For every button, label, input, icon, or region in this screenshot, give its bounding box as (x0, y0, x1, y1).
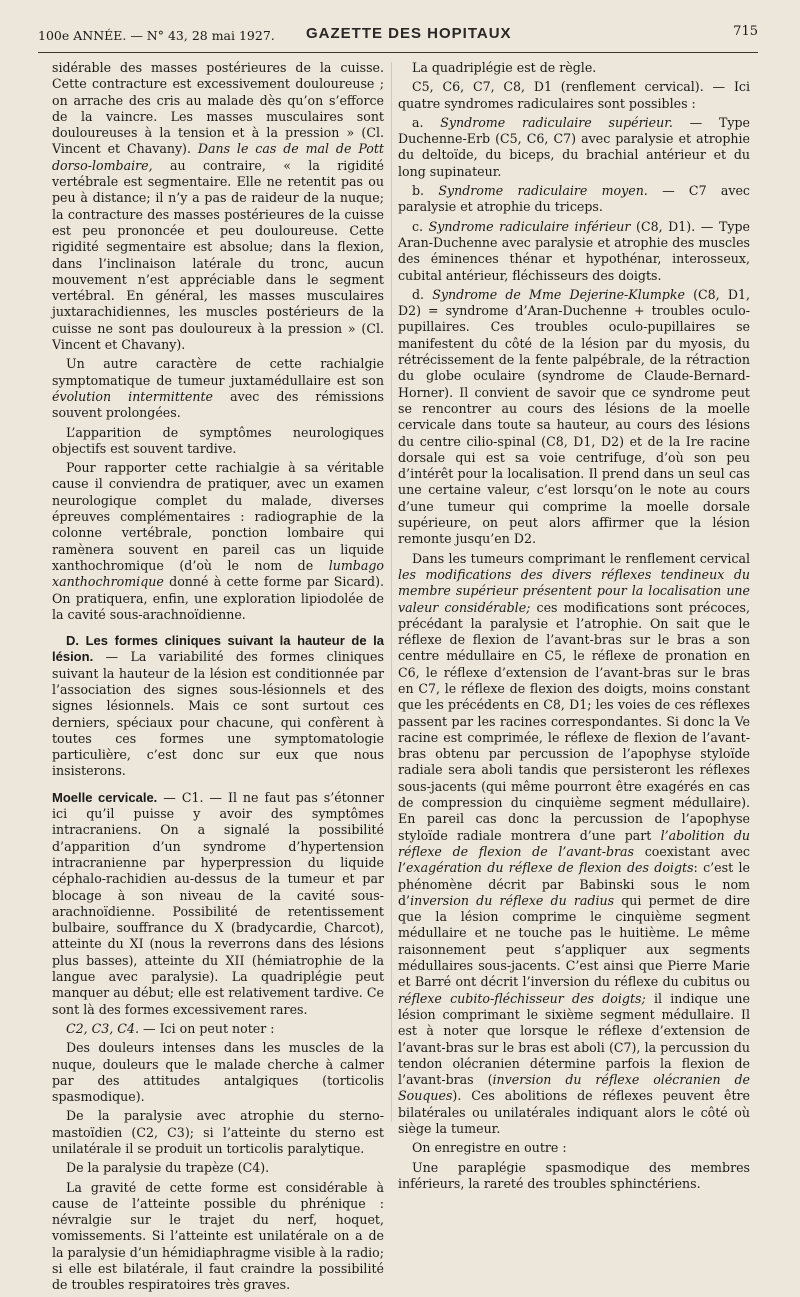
paragraph: Des douleurs intenses dans les muscles de la nuque, douleurs que le malade cherche à calmer par des attitudes antalgiques (torticolis spasmodique). (52, 1040, 384, 1105)
text: Un autre caractère de cette rachialgie symptomatique de tumeur juxtamédullaire est son (52, 356, 384, 388)
text: (C8, D1). — Type Aran-Duchenne avec paralysie et atrophie des muscles des éminences thénar et hypothénar, interosseux, cubital antérieur, fléchisseurs des doigts. (398, 218, 750, 283)
section-heading: D. Les formes cliniques suivant la hauteur de la lésion. (52, 633, 384, 665)
text: au contraire, « la rigidité vertébrale est segmentaire. Elle ne retentit pas ou peu à distance; il n’y a pas de raideur de la nuque; la contracture des masses postérieures de la cuisse est peu prononcée et peu douloureuse. Cette rigidité segmentaire est absolue; dans la flexion, dans l’inclinaison latérale du tronc, aucun mouvement n’est appréciable dans le segment vertébral. En général, les masses musculaires juxtarachidiennes, les muscles postérieurs de la cuisse ne sont pas douloureux à la pression » (Cl. Vincent et Chavany). (52, 157, 384, 353)
paragraph (52, 60, 384, 353)
text: avec des rémissions souvent prolongées. (52, 388, 384, 421)
emphasis: réflexe cubito-fléchisseur des doigts; (398, 990, 646, 1006)
left-column (52, 60, 384, 1297)
paragraph (52, 460, 384, 623)
subsection-heading: Moelle cervicale. (52, 789, 158, 805)
list-item (398, 183, 750, 216)
emphasis: l’exagération du réflexe de flexion des doigts (398, 860, 694, 876)
emphasis: évolution intermittente (52, 388, 214, 404)
emphasis: Dans le cas de mal de Pott dorso-lombaire, (52, 141, 384, 173)
text: — C7 avec paralysie et atrophie du triceps. (398, 183, 750, 215)
paragraph (52, 356, 384, 421)
emphasis: Syndrome de Mme Dejerine-Klumpke (432, 286, 685, 302)
journal-title: GAZETTE DES HOPITAUX (306, 25, 512, 42)
paragraph: De la paralysie avec atrophie du sterno-mastoïdien (C2, C3); si l’atteinte du sterno est unilatérale il se produit un torticolis paralytique. (52, 1108, 384, 1156)
list-item (398, 219, 750, 284)
paragraph: L’apparition de symptômes neurologiques objectifs est souvent tardive. (52, 424, 384, 456)
paragraph: On enregistre en outre : (412, 1140, 567, 1156)
paragraph: Une paraplégie spasmodique des membres inférieurs, la rareté des troubles sphinctériens. (398, 1159, 750, 1191)
emphasis: les modifications des divers réflexes tendineux du membre supérieur présentent pour la localisation une valeur considérable; (398, 566, 750, 615)
text: : c’est le phénomène décrit par Babinski sous le nom d’ (398, 860, 750, 908)
text: ces modifications sont précoces, précédant la paralysie et l’atrophie. On sait que le réflexe de flexion de l’avant-bras sur le bras a son centre médullaire en C5, le réflexe de pronation en C6, le réflexe d’extension de l’avant-bras sur le bras en C7, le réflexe de flexion des doigts, moins constant que les précédents en C8, D1; les voies de ces réflexes passent par les racines correspondantes. Si donc la Ve racine est comprimée, le réflexe de flexion de l’avant-bras obtenu par percussion de l’apophyse styloïde radiale sera aboli tandis que persisteront les réflexes sous-jacents (qui même pourront être exagérés en cas de compression du cinquième segment médullaire). En pareil cas donc la percussion de l’apophyse styloïde radiale montrera d’une part (398, 599, 750, 843)
emphasis: inversion du réflexe olécranien de Souques (398, 1072, 750, 1104)
list-item (398, 287, 750, 548)
emphasis: Syndrome radiculaire supérieur. (440, 114, 673, 130)
item-label: d. (412, 286, 425, 302)
text: Dans les tumeurs comprimant le renflement cervical (412, 550, 750, 566)
emphasis: Syndrome radiculaire inférieur (428, 218, 631, 234)
emphasis: lumbago xanthochromique (52, 557, 384, 590)
segment-label: C2, C3, C4. (66, 1020, 139, 1036)
paragraph (398, 551, 750, 1138)
item-label: a. (412, 114, 424, 130)
text: qui permet de dire que la lésion comprime le cinquième segment médullaire et ne touche pas le huitième. Le même raisonnement peut s’appliquer aux segments médullaires sous-jacents. C’est ainsi que Pierre Marie et Barré ont décrit l’inversion du réflexe du cubitus ou (398, 892, 750, 990)
page-number: 715 (733, 24, 758, 39)
text: il indique une lésion comprimant le sixième segment médullaire. Il est à noter que lorsque le réflexe d’extension de l’avant-bras sur le bras est aboli (C7), la percussion du tendon olécranien détermine parfois la flexion de l’avant-bras ( (398, 990, 750, 1088)
paragraph: De la paralysie du trapèze (C4). (66, 1160, 270, 1176)
text: donné à cette forme par Sicard). On pratiquera, enfin, une exploration lipiodolée de la cavité sous-arachnoïdienne. (52, 574, 384, 622)
list-item (398, 115, 750, 180)
text: sidérable des masses postérieures de la cuisse. Cette contracture est excessivement douloureuse ; on arrache des cris au malade dès qu’on s’efforce de la vaincre. Les masses musculaires sont douloureuses à la tension et à la pression » (Cl. Vincent et Chavany). (52, 60, 384, 157)
issue-line: 100e ANNÉE. — N° 43, 28 mai 1927. (38, 28, 275, 43)
paragraph: La gravité de cette forme est considérable à cause de l’atteinte possible du phrénique : névralgie sur le trajet du nerf, hoquet, vomissements. Si l’atteinte est unilatérale on a de la paralysie d’un hémidiaphragme visible à la radio; si elle est bilatérale, il faut craindre la possibilité de troubles respiratoires très graves. (52, 1179, 384, 1293)
emphasis: l’abolition du réflexe de flexion de l’avant-bras (398, 827, 750, 859)
paragraph (52, 1021, 384, 1037)
section-paragraph (52, 633, 384, 780)
paragraph: La quadriplégie est de règle. (412, 60, 597, 75)
running-header (38, 22, 758, 53)
section-paragraph (52, 790, 384, 1018)
item-label: b. (412, 183, 425, 199)
right-column (398, 60, 750, 1195)
text: (C8, D1, D2) = syndrome d’Aran-Duchenne + troubles oculo-pupillaires. Ces troubles oculo-pupillaires se manifestent du côté de la lésion par du myosis, du rétrécissement de la fente palpébrale, de la rétraction du globe oculaire (syndrome de Claude-Bernard-Horner). Il convient de savoir que ce syndrome peut se rencontrer au cours des lésions de la moelle cervicale dans toute sa hauteur, au cours des lésions du centre cilio-spinal (C8, D1, D2) et de la Ire racine dorsale qui est sa voie centrifuge, d’où son peu d’intérêt pour la localisation. Il prend dans un seul cas une certaine valeur, c’est lorsqu’on le note au cours d’une tumeur qui comprime la moelle dorsale supérieure, on peut alors affirmer que la lésion remonte jusqu’en D2. (398, 286, 750, 547)
paragraph: C5, C6, C7, C8, D1 (renflement cervical). — Ici quatre syndromes radiculaires sont possibles : (398, 79, 750, 111)
text: — C1. — Il ne faut pas s’étonner ici qu’il puisse y avoir des symptômes intracraniens. On a signalé la possibilité d’apparition d’un syndrome d’hypertension intracranienne par hyperpression du liquide céphalo-rachidien au-dessus de la tumeur et par blocage à son niveau de la cavité sous-arachnoïdienne. Possibilité de retentissement bulbaire, souffrance du X (bradycardie, Charcot), atteinte du XI (nous la reverrons dans des lésions plus basses), atteinte du XII (hémiatrophie de la langue avec paralysie). La quadriplégie peut manquer au début; elle est relativement tardive. Ce sont là des formes excessivement rares. (52, 789, 384, 1017)
column-divider (391, 62, 392, 1122)
text: ). Ces abolitions de réflexes peuvent être bilatérales ou unilatérales indiquant alors le côté où siège la tumeur. (398, 1088, 750, 1136)
emphasis: Syndrome radiculaire moyen. (438, 183, 648, 199)
text: coexistant avec (644, 843, 750, 859)
text: — Ici on peut noter : (142, 1020, 275, 1036)
text: — La variabilité des formes cliniques suivant la hauteur de la lésion est conditionnée par l’association des signes sous-lésionnels et des signes lésionnels. Mais ce sont surtout ces derniers, spéciaux pour chacune, qui confèrent à toutes ces formes une symptomatologie particulière, c’est donc sur eux que nous insisterons. (52, 649, 384, 779)
text: — Type Duchenne-Erb (C5, C6, C7) avec paralysie et atrophie du deltoïde, du biceps, du brachial antérieur et du long supinateur. (398, 114, 750, 179)
emphasis: inversion du réflexe du radius (410, 892, 615, 908)
item-label: c. (412, 218, 424, 234)
text: Pour rapporter cette rachialgie à sa véritable cause il conviendra de pratiquer, avec un examen neurologique complet du malade, diverses épreuves complémentaires : radiographie de la colonne vertébrale, ponction lombaire qui ramènera souvent en pareil cas un liquide xanthochromique (d’où le nom de (52, 460, 384, 573)
